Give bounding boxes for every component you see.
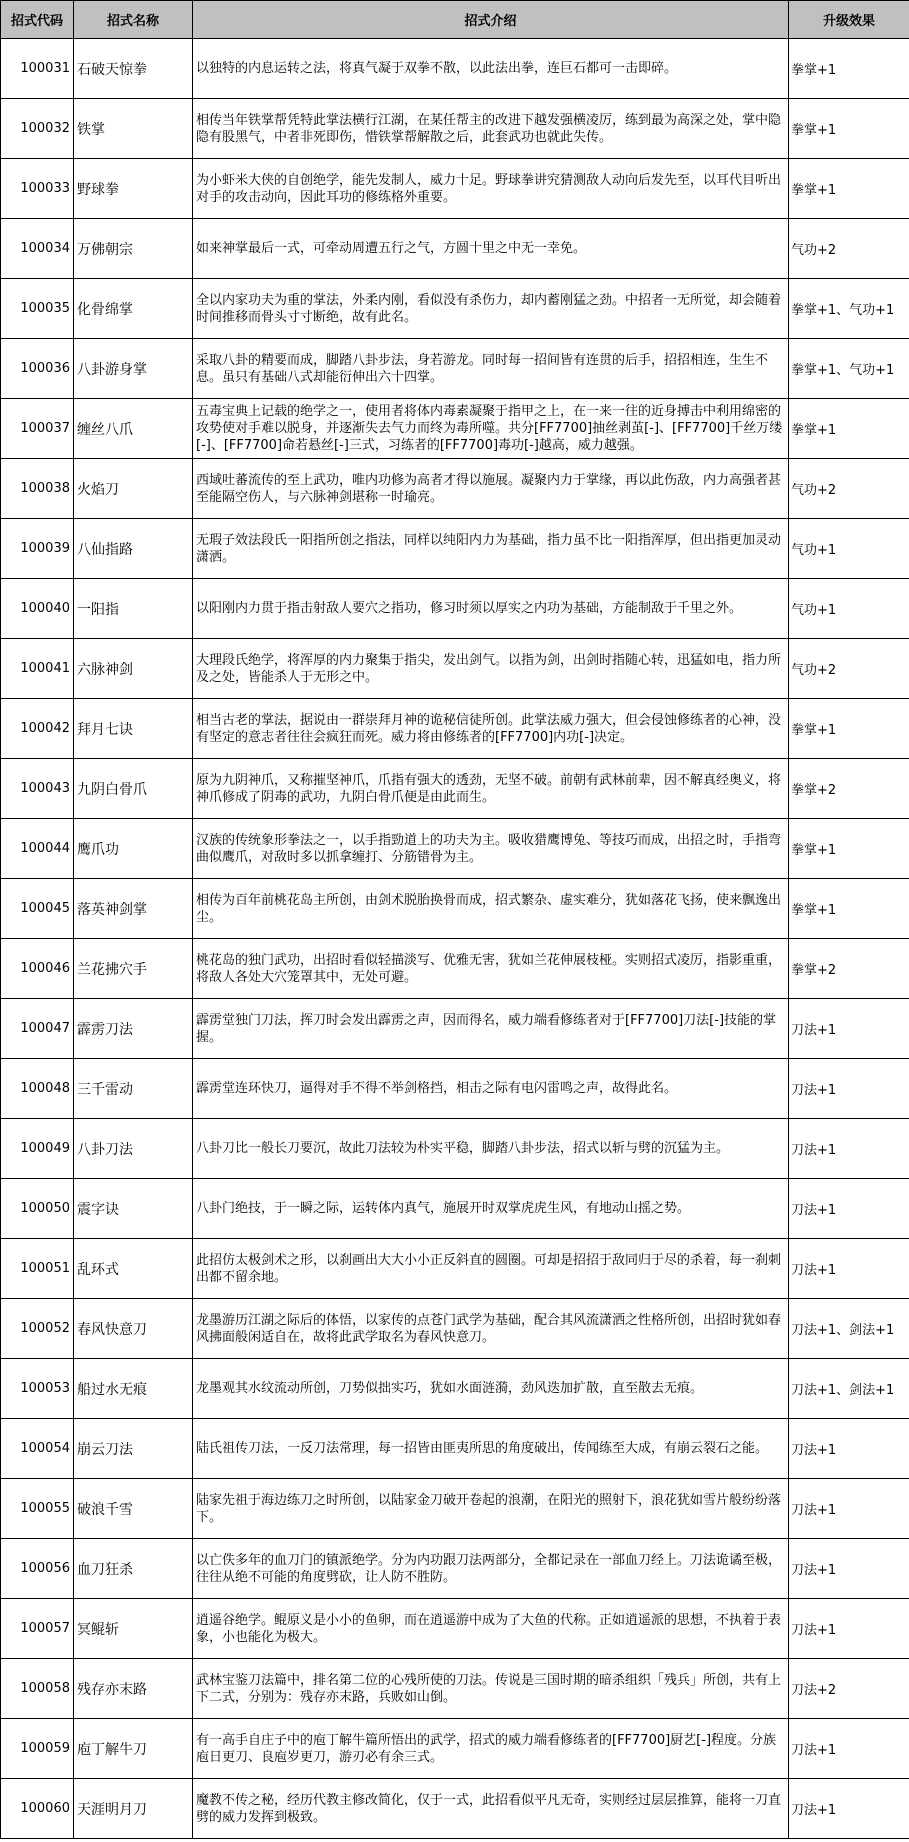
skill-code-cell: 100033: [1, 159, 74, 219]
skill-effect-cell: 拳掌+1: [789, 159, 909, 219]
skill-desc-cell: [193, 1299, 789, 1359]
skill-desc-cell: [193, 579, 789, 639]
skill-desc-text: 陆氏祖传刀法，一反刀法常理，每一招皆由匪夷所思的角度破出，传闻练至大成，有崩云裂石之能。: [196, 1441, 769, 1456]
skill-desc-cell: [193, 1239, 789, 1299]
table-row: [1, 879, 909, 939]
skill-name-cell: 八卦游身掌: [74, 339, 193, 399]
table-row: [1, 219, 909, 279]
skill-code-cell: 100056: [1, 1539, 74, 1599]
skill-effect-cell: 气功+2: [789, 639, 909, 699]
skill-effect-cell: 刀法+1、剑法+1: [789, 1359, 909, 1419]
skill-desc-cell: [193, 639, 789, 699]
skill-desc-text: 如来神掌最后一式，可牵动周遭五行之气，方圆十里之中无一幸免。: [196, 241, 587, 256]
skill-desc-cell: [193, 339, 789, 399]
skill-effect-cell: 拳掌+1: [789, 399, 909, 459]
skill-code-cell: 100054: [1, 1419, 74, 1479]
header-code: 招式代码: [1, 1, 74, 39]
skill-desc-text: 以独特的内息运转之法，将真气凝于双拳不散，以此法出拳，连巨石都可一击即碎。: [196, 61, 678, 76]
table-row: [1, 1539, 909, 1599]
skill-desc-text: 汉族的传统象形拳法之一，以手指勁道上的功夫为主。吸收猎鹰博兔、等技巧而成，出招之时，手指弯曲似鹰爪，对敌时多以抓拿缠打、分筋错骨为主。: [196, 832, 782, 865]
skill-code-cell: 100043: [1, 759, 74, 819]
table-row: [1, 459, 909, 519]
skill-name-cell: 铁掌: [74, 99, 193, 159]
skill-name-cell: 一阳指: [74, 579, 193, 639]
skill-desc-text: 武林宝鉴刀法篇中，排名第二位的心残所使的刀法。传说是三国时期的暗杀组织「残兵」所创，共有上下二式，分别为：残存亦末路，兵败如山倒。: [196, 1672, 782, 1705]
skill-name-cell: 兰花拂穴手: [74, 939, 193, 999]
skill-name-cell: 血刀狂杀: [74, 1539, 193, 1599]
skill-desc-cell: [193, 99, 789, 159]
skill-effect-cell: 拳掌+1: [789, 39, 909, 99]
skill-name-cell: 万佛朝宗: [74, 219, 193, 279]
skill-desc-text: 相当古老的掌法，据说由一群崇拜月神的诡秘信徒所创。此掌法威力强大，但会侵蚀修练者的心神，没有坚定的意志者往往会疯狂而死。威力将由修练者的[FF7700]内功[-]决定。: [196, 712, 782, 745]
skill-desc-cell: [193, 759, 789, 819]
skill-desc-text: 逍遥谷绝学。鲲原义是小小的鱼卵，而在逍遥游中成为了大鱼的代称。正如逍遥派的思想，不执着于表象，小也能化为极大。: [196, 1612, 782, 1645]
skill-desc-text: 八卦门绝技，于一瞬之际，运转体内真气，施展开时双掌虎虎生风，有地动山摇之势。: [196, 1201, 691, 1216]
table-row: [1, 1179, 909, 1239]
skill-code-cell: 100036: [1, 339, 74, 399]
skill-effect-cell: 刀法+2: [789, 1659, 909, 1719]
skill-name-cell: 九阴白骨爪: [74, 759, 193, 819]
header-row: [1, 1, 909, 39]
skill-desc-text: 魔教不传之秘，经历代教主修改简化，仅于一式，此招看似平凡无奇，实则经过层层推算，能将一刀直劈的威力发挥到极致。: [196, 1792, 782, 1825]
skill-name-cell: 春风快意刀: [74, 1299, 193, 1359]
header-name: 招式名称: [74, 1, 193, 39]
header-effect: 升级效果: [789, 1, 909, 39]
skill-name-cell: 落英神剑掌: [74, 879, 193, 939]
skill-effect-cell: 刀法+1: [789, 1779, 909, 1839]
skill-effect-cell: 刀法+1、剑法+1: [789, 1299, 909, 1359]
table-row: [1, 1299, 909, 1359]
skill-desc-text: 原为九阴神爪，又称摧坚神爪，爪指有强大的透劲，无坚不破。前朝有武林前辈，因不解真经奥义，将神爪修成了阴毒的武功，九阴白骨爪便是由此而生。: [196, 772, 782, 805]
skill-code-cell: 100039: [1, 519, 74, 579]
skill-effect-cell: 刀法+1: [789, 1479, 909, 1539]
skill-name-cell: 霹雳刀法: [74, 999, 193, 1059]
skill-code-cell: 100031: [1, 39, 74, 99]
table-row: [1, 819, 909, 879]
skill-name-cell: 火焰刀: [74, 459, 193, 519]
skill-name-cell: 冥鲲斩: [74, 1599, 193, 1659]
skill-desc-cell: [193, 519, 789, 579]
skill-desc-cell: [193, 1659, 789, 1719]
skill-effect-cell: 刀法+1: [789, 999, 909, 1059]
skill-desc-cell: [193, 1359, 789, 1419]
skill-desc-cell: [193, 1119, 789, 1179]
skill-name-cell: 天涯明月刀: [74, 1779, 193, 1839]
skill-desc-text: 龙墨观其水纹流动所创，刀势似拙实巧，犹如水面涟漪，劲风迭加扩散，直至散去无痕。: [196, 1381, 704, 1396]
skill-code-cell: 100040: [1, 579, 74, 639]
skill-name-cell: 船过水无痕: [74, 1359, 193, 1419]
skill-desc-cell: [193, 399, 789, 459]
skill-desc-text: 以亡佚多年的血刀门的镇派绝学。分为内功跟刀法两部分，全都记录在一部血刀经上。刀法诡谲至极，往往从绝不可能的角度劈砍，让人防不胜防。: [196, 1552, 782, 1585]
skill-name-cell: 八仙指路: [74, 519, 193, 579]
skill-desc-text: 陆家先祖于海边练刀之时所创，以陆家金刀破开卷起的浪潮，在阳光的照射下，浪花犹如雪片般纷纷落下。: [196, 1492, 782, 1525]
table-row: [1, 1599, 909, 1659]
skill-name-cell: 震字诀: [74, 1179, 193, 1239]
skill-desc-text: 龙墨游历江湖之际后的体悟，以家传的点苍门武学为基础，配合其风流潇洒之性格所创，出招时犹如春风拂面般闲适自在，故将此武学取名为春风快意刀。: [196, 1312, 782, 1345]
table-row: [1, 579, 909, 639]
skill-desc-cell: [193, 1779, 789, 1839]
skill-desc-cell: [193, 879, 789, 939]
skill-name-cell: 三千雷动: [74, 1059, 193, 1119]
skill-name-cell: 石破天惊拳: [74, 39, 193, 99]
skill-desc-text: 西域吐蕃流传的至上武功，唯内功修为高者才得以施展。凝聚内力于掌缘，再以此伤敌，内力高强者甚至能隔空伤人，与六脉神剑堪称一时瑜亮。: [196, 472, 782, 505]
table-row: [1, 99, 909, 159]
skill-desc-cell: [193, 1539, 789, 1599]
table-row: [1, 1479, 909, 1539]
skill-desc-cell: [193, 999, 789, 1059]
skill-name-cell: 残存亦末路: [74, 1659, 193, 1719]
skill-desc-text: 无瑕子效法段氏一阳指所创之指法，同样以纯阳内力为基础，指力虽不比一阳指浑厚，但出指更加灵动潇洒。: [196, 532, 782, 565]
skill-code-cell: 100037: [1, 399, 74, 459]
skill-effect-cell: 刀法+1: [789, 1239, 909, 1299]
skill-effect-cell: 刀法+1: [789, 1179, 909, 1239]
skill-code-cell: 100050: [1, 1179, 74, 1239]
skill-effect-cell: 气功+2: [789, 219, 909, 279]
skill-desc-cell: [193, 1179, 789, 1239]
skill-name-cell: 崩云刀法: [74, 1419, 193, 1479]
skill-effect-cell: 气功+1: [789, 579, 909, 639]
skill-code-cell: 100044: [1, 819, 74, 879]
skill-effect-cell: 刀法+1: [789, 1539, 909, 1599]
skill-desc-text: 采取八卦的精要而成，脚踏八卦步法，身若游龙。同时每一招间皆有连贯的后手，招招相连，生生不息。虽只有基础八式却能衍伸出六十四掌。: [196, 352, 769, 385]
skill-code-cell: 100055: [1, 1479, 74, 1539]
table-row: [1, 939, 909, 999]
table-row: [1, 639, 909, 699]
skill-effect-cell: 刀法+1: [789, 1119, 909, 1179]
skill-code-cell: 100035: [1, 279, 74, 339]
skill-effect-cell: 拳掌+1: [789, 699, 909, 759]
skill-name-cell: 缠丝八爪: [74, 399, 193, 459]
skill-name-cell: 乱环式: [74, 1239, 193, 1299]
skill-code-cell: 100059: [1, 1719, 74, 1779]
skill-desc-text: 相传为百年前桃花岛主所创，由剑术脱胎换骨而成，招式繁杂、虚实难分，犹如落花飞扬，使来飘逸出尘。: [196, 892, 782, 925]
table-row: [1, 1359, 909, 1419]
skill-effect-cell: 拳掌+1: [789, 819, 909, 879]
skill-desc-cell: [193, 1479, 789, 1539]
skill-effect-cell: 刀法+1: [789, 1419, 909, 1479]
table-body: [1, 39, 909, 1839]
table-row: [1, 1119, 909, 1179]
table-row: [1, 759, 909, 819]
skill-effect-cell: 拳掌+1、气功+1: [789, 339, 909, 399]
skill-code-cell: 100032: [1, 99, 74, 159]
skill-desc-cell: [193, 939, 789, 999]
table-row: [1, 399, 909, 459]
skill-desc-cell: [193, 1599, 789, 1659]
skill-desc-text: 相传当年铁掌帮凭特此掌法横行江湖，在某任帮主的改进下越发强横凌厉，练到最为高深之处，掌中隐隐有股黑气，中者非死即伤，惜铁掌帮解散之后，此套武功也就此失传。: [196, 112, 782, 145]
skill-desc-cell: [193, 279, 789, 339]
skill-desc-text: 为小虾米大侠的自创绝学，能先发制人，威力十足。野球拳讲究猜测敌人动向后发先至，以耳代目听出对手的攻击动向，因此耳功的修练格外重要。: [196, 172, 782, 205]
skill-effect-cell: 拳掌+1: [789, 99, 909, 159]
skill-code-cell: 100057: [1, 1599, 74, 1659]
skill-code-cell: 100051: [1, 1239, 74, 1299]
skill-name-cell: 野球拳: [74, 159, 193, 219]
table-row: [1, 279, 909, 339]
skill-desc-cell: [193, 219, 789, 279]
skill-code-cell: 100041: [1, 639, 74, 699]
skill-code-cell: 100049: [1, 1119, 74, 1179]
skill-desc-cell: [193, 819, 789, 879]
skill-name-cell: 破浪千雪: [74, 1479, 193, 1539]
skill-desc-text: 大理段氏绝学，将浑厚的内力聚集于指尖，发出剑气。以指为剑，出剑时指随心转，迅猛如电，指力所及之处，皆能杀人于无形之中。: [196, 652, 782, 685]
skill-desc-text: 桃花岛的独门武功，出招时看似轻描淡写、优雅无害，犹如兰花伸展枝桠。实则招式凌厉，指影重重，将敌人各处大穴笼罩其中，无处可避。: [196, 952, 782, 985]
skill-code-cell: 100052: [1, 1299, 74, 1359]
skill-code-cell: 100053: [1, 1359, 74, 1419]
table-row: [1, 1239, 909, 1299]
skill-effect-cell: 拳掌+2: [789, 759, 909, 819]
table-row: [1, 159, 909, 219]
skill-desc-text: 五毒宝典上记载的绝学之一，使用者将体内毒素凝聚于指甲之上，在一来一往的近身搏击中利用绵密的攻势使对手难以脱身，并逐渐失去气力而终为毒所噬。共分[FF7700]抽丝剥茧[-]、[FF7700]千丝万缕[-]、[FF7700]命若悬丝[-]三式，习练者的[FF7700]毒功[-]越高，威力越强。: [196, 404, 783, 453]
skill-desc-text: 霹雳堂连环快刀，逼得对手不得不举剑格挡，相击之际有电闪雷鸣之声，故得此名。: [196, 1081, 678, 1096]
skill-code-cell: 100034: [1, 219, 74, 279]
header-desc: 招式介绍: [193, 1, 789, 39]
skill-code-cell: 100058: [1, 1659, 74, 1719]
skill-code-cell: 100038: [1, 459, 74, 519]
skill-effect-cell: 气功+1: [789, 519, 909, 579]
skill-effect-cell: 刀法+1: [789, 1599, 909, 1659]
skill-desc-text: 八卦刀比一般长刀要沉，故此刀法较为朴实平稳，脚踏八卦步法，招式以斩与劈的沉猛为主。: [196, 1141, 730, 1156]
skill-desc-text: 全以内家功夫为重的掌法，外柔内刚，看似没有杀伤力，却内蓄刚猛之劲。中招者一无所觉，却会随着时间推移而骨头寸寸断绝，故有此名。: [196, 292, 782, 325]
skill-desc-cell: [193, 39, 789, 99]
table-row: [1, 1719, 909, 1779]
skill-desc-cell: [193, 1059, 789, 1119]
skill-name-cell: 八卦刀法: [74, 1119, 193, 1179]
skill-name-cell: 化骨绵掌: [74, 279, 193, 339]
skill-desc-cell: [193, 699, 789, 759]
skill-code-cell: 100045: [1, 879, 74, 939]
skill-effect-cell: 拳掌+1: [789, 879, 909, 939]
table-row: [1, 1419, 909, 1479]
skill-desc-cell: [193, 1719, 789, 1779]
skill-desc-text: 以阳刚内力贯于指击射敌人要穴之指功，修习时须以厚实之内功为基础，方能制敌于千里之外。: [196, 601, 743, 616]
skill-effect-cell: 拳掌+2: [789, 939, 909, 999]
skill-effect-cell: 刀法+1: [789, 1059, 909, 1119]
table-row: [1, 699, 909, 759]
skill-code-cell: 100060: [1, 1779, 74, 1839]
skill-name-cell: 鹰爪功: [74, 819, 193, 879]
table-row: [1, 519, 909, 579]
skill-desc-text: 有一高手自庄子中的庖丁解牛篇所悟出的武学，招式的威力端看修练者的[FF7700]厨艺[-]程度。分族庖日更刀、良庖岁更刀，游刃必有余三式。: [196, 1732, 777, 1765]
table-row: [1, 39, 909, 99]
skill-code-cell: 100046: [1, 939, 74, 999]
table-row: [1, 999, 909, 1059]
table-row: [1, 339, 909, 399]
table-row: [1, 1779, 909, 1839]
skill-desc-cell: [193, 159, 789, 219]
skill-desc-cell: [193, 1419, 789, 1479]
skill-name-cell: 拜月七诀: [74, 699, 193, 759]
skill-desc-cell: [193, 459, 789, 519]
table-row: [1, 1059, 909, 1119]
skill-effect-cell: 气功+2: [789, 459, 909, 519]
skill-name-cell: 庖丁解牛刀: [74, 1719, 193, 1779]
skill-code-cell: 100048: [1, 1059, 74, 1119]
skill-desc-text: 霹雳堂独门刀法，挥刀时会发出霹雳之声，因而得名，威力端看修练者对于[FF7700]刀法[-]技能的掌握。: [196, 1012, 777, 1045]
skill-effect-cell: 刀法+1: [789, 1719, 909, 1779]
skill-code-cell: 100042: [1, 699, 74, 759]
table-row: [1, 1659, 909, 1719]
skill-name-cell: 六脉神剑: [74, 639, 193, 699]
skill-effect-cell: 拳掌+1、气功+1: [789, 279, 909, 339]
skill-code-cell: 100047: [1, 999, 74, 1059]
skill-desc-text: 此招仿太极剑术之形，以刹画出大大小小正反斜直的圆圈。可却是招招于敌同归于尽的杀着，每一刹刺出都不留余地。: [196, 1252, 782, 1285]
